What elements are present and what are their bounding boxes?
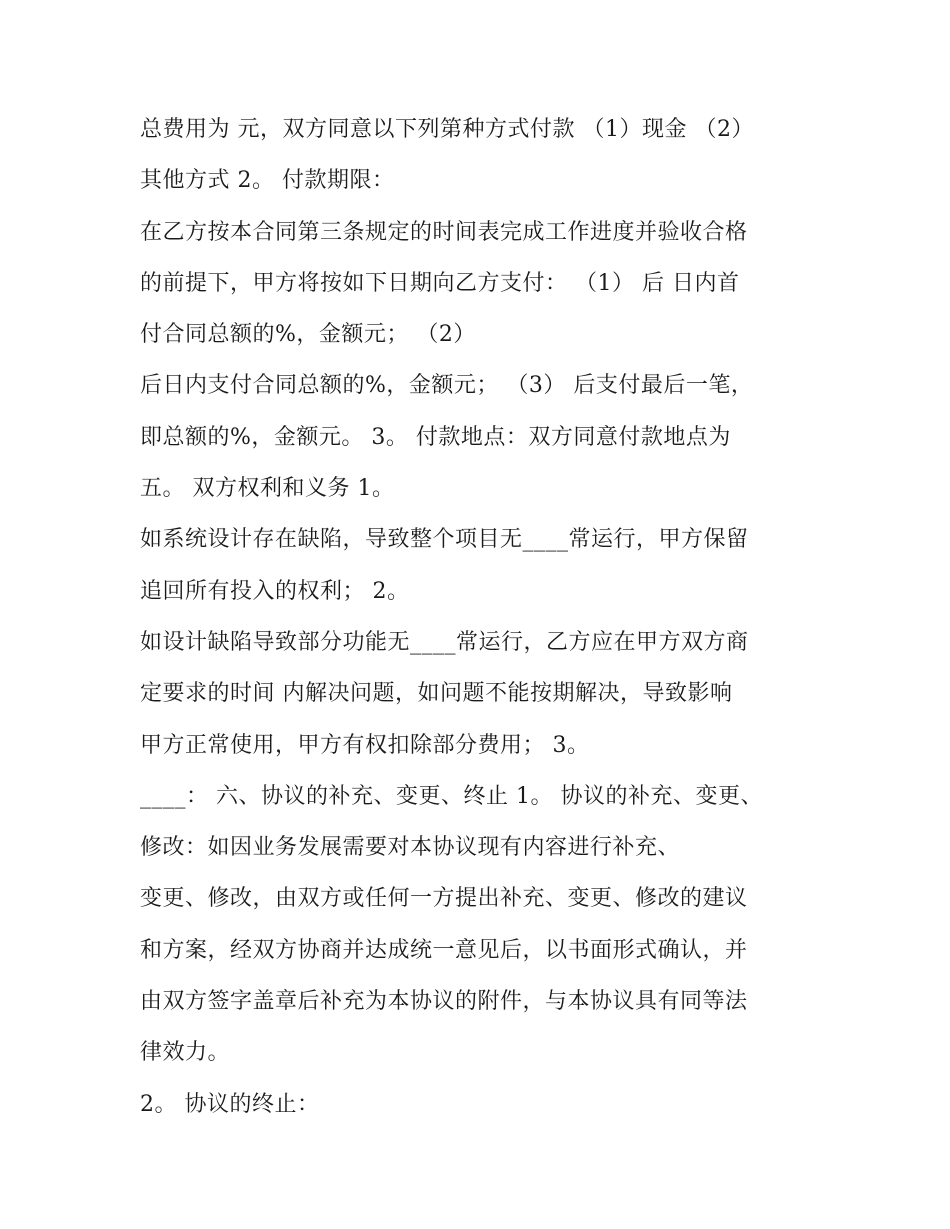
text-line: 律效力。 [140,1040,231,1066]
text-line: 五。 双方权利和义务 1。 [140,476,395,502]
text-line: 和方案，经双方协商并达成统一意见后，以书面形式确认，并 [140,937,748,963]
text-line: 修改：如因业务发展需要对本协议现有内容进行补充、 [140,835,681,861]
text-line: 付合同总额的%，金额元； （2） [140,322,476,348]
contract-text-body [140,104,830,1130]
text-line: 在乙方按本合同第三条规定的时间表完成工作进度并验收合格 [140,219,748,245]
text-line: 定要求的时间 内解决问题，如问题不能按期解决，导致影响 [140,681,733,707]
text-line: 如设计缺陷导致部分功能无____常运行，乙方应在甲方双方商 [140,629,749,655]
text-line: 的前提下，甲方将按如下日期向乙方支付： （1） 后 日内首 [140,270,740,296]
text-line: ____： 六、协议的补充、变更、终止 1。 协议的补充、变更、 [140,783,763,809]
text-line: 总费用为 元，双方同意以下列第种方式付款 （1）现金 （2） [140,117,754,142]
text-line: 后日内支付合同总额的%，金额元； （3） 后支付最后一笔， [140,373,754,399]
text-line: 甲方正常使用，甲方有权扣除部分费用； 3。 [140,732,590,758]
text-line: 其他方式 2。 付款期限： [140,168,395,194]
text-line: 2。 协议的终止： [140,1091,320,1117]
text-line: 追回所有投入的权利； 2。 [140,578,410,604]
text-line: 如系统设计存在缺陷，导致整个项目无____常运行，甲方保留 [140,527,749,553]
text-line: 由双方签字盖章后补充为本协议的附件，与本协议具有同等法 [140,989,748,1015]
text-line: 变更、修改，由双方或任何一方提出补充、变更、修改的建议 [140,886,748,912]
text-line: 即总额的%，金额元。 3。 付款地点：双方同意付款地点为 [140,424,731,450]
